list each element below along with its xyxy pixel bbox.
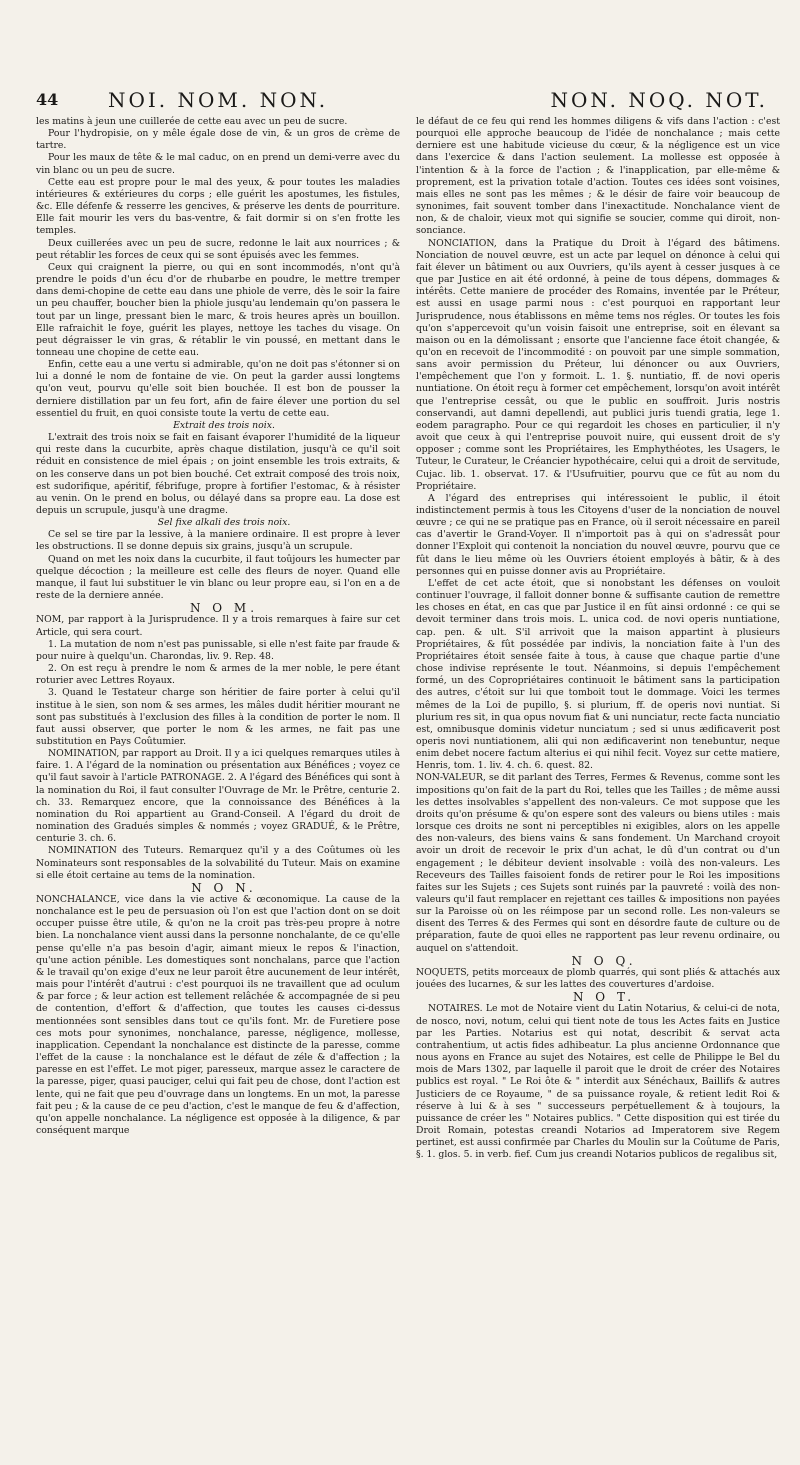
paragraph: 2. On est reçu à prendre le nom & armes de la mer noble, le pere étant roturier avec Lettres Royaux. [36, 663, 400, 687]
paragraph: Cette eau est propre pour le mal des yeux, & pour toutes les maladies intérieures & extérieures du corps ; elle guérit les apostumes, les fistules, &c. Elle défenfe & resserre les gencives, & préserve les dents de pourriture. Elle fait mourir les vers du bas-ventre, & fait dormir si on s'en frotte les temples. [36, 176, 400, 237]
paragraph: Deux cuillerées avec un peu de sucre, redonne le lait aux nourrices ; & peut rétablir les forces de ceux qui se sont épuisés avec les femmes. [36, 237, 400, 261]
section-title: N O M. [189, 601, 259, 616]
paragraph: NOQUETS, petits morceaux de plomb quarrés, qui sont pliés & attachés aux jouées des lucarnes, & sur les lattes des couvertures d'ardoise. [416, 966, 780, 991]
paragraph: 3. Quand le Testateur charge son héritier de faire porter à celui qu'il institue à le sien, son nom & ses armes, les mâles dudit héritier mourant ne sont pas substitués à l'exclusion des filles à la condition de porter le nom. Il faut aussi observer, que porter le nom & les armes, ne fait pas une substitution en Pays Coûtumier. [36, 687, 400, 747]
paragraph: NONCHALANCE, vice dans la vie active & œconomique. La cause de la nonchalance est le peu de persuasion où l'on est que l'action dont on se doit occuper puisse être utile, & qu'on ne la croit pas très-peu propre à notre bien. La nonchalance vient aussi dans la personne nonchalante, de ce qu'elle pense qu'elle n'a pas besoin d'agir, aimant mieux le repos & l'inaction, qu'une action pénible. Les domestiques sont nonchalans, parce que l'action & le travail qu'on exige d'eux ne leur paroit être aucunement de leur intérêt, mais pour l'intérêt d'autrui : c'est pourquoi ils ne travaillent que ad oculum & par force ; & leur action est tellement relâchée & accompagnée de si peu de contention, d'effort & d'affection, que toutes les causes ci-dessus mentionnées sont sensibles dans tout ce qu'ils font. Mr. de Furetiere pose ces mots pour synonimes, nonchalance, paresse, négligence, mollesse, inapplication. Cependant la nonchalance est distincte de la paresse, comme l'effet de la cause : la nonchalance est le défaut de zéle & d'affection ; la paresse en est l'effet. Le mot piger, paresseux, marque assez le caractere de la paresse, piger, quasi pauciger, celui qui fait peu de chose, dont l'action est lente, qui ne fait que peu d'ouvrage dans un longtems. En un mot, la paresse fait peu ; & la cause de ce peu d'action, c'est le manque de feu & d'affection, qu'on appelle nonchalance. La négligence est opposée à la diligence, & par conséquent marque [36, 894, 400, 1136]
paragraph: Ce sel se tire par la lessive, à la maniere ordinaire. Il est propre à lever les obstructions. Il se donne depuis six grains, jusqu'à un scrupule. [36, 529, 400, 553]
paragraph: Pour les maux de tête & le mal caduc, on en prend un demi-verre avec du vin blanc ou un peu de sucre. [36, 152, 400, 176]
right-column [416, 116, 780, 1455]
section-title: N O N. [191, 880, 257, 895]
paragraph: Ceux qui craignent la pierre, ou qui en sont incommodés, n'ont qu'à prendre le poids d'un écu d'or de rhubarbe en poudre, le mettre tremper dans demi-chopine de cette eau dans une phiole de verre, dès le soir la faire un peu chauffer, boucher bien la phiole jusqu'au lendemain qu'on passera le tout par un linge, pressant bien le marc, & trois heures après un bouillon. Elle rafraichit le foye, guérit les playes, nettoye les taches du visage. On peut dégraisser le vin gras, & rétablir le vin poussé, en mettant dans le tonneau une chopine de cette eau. [36, 261, 400, 358]
section-title: N O Q. [571, 953, 637, 968]
paragraph: Pour l'hydropisie, on y mêle égale dose de vin, & un gros de crème de tartre. [36, 128, 400, 152]
paragraph: NOM, par rapport à la Jurisprudence. Il y a trois remarques à faire sur cet Article, qui sera court. [36, 614, 400, 638]
paragraph: A l'égard des entreprises qui intéressoient le public, il étoit indistinctement permis à tous les Citoyens d'user de la nonciation de nouvel œuvre ; ce qui ne se pratique pas en France, où il seroit nécessaire en pareil cas d'avertir le Grand-Voyer. Il n'importoit pas à qui on s'adressât pour donner l'Exploit qui contenoit la nonciation du nouvel œuvre, pourvu que ce fût dans le lieu même où les Ouvriers étoient employés à bâtir, & à des personnes qui en puisse donner avis au Propriétaire. [416, 492, 780, 577]
right-running-head: NON. NOQ. NOT. [550, 88, 768, 112]
page-number: 44 [36, 90, 59, 109]
paragraph: NOMINATION des Tuteurs. Remarquez qu'il y a des Coûtumes où les Nominateurs sont responsables de la solvabilité du Tuteur. Mais on examine si elle étoit certaine au tems de la nomination. [36, 845, 400, 881]
subheading: Sel fixe alkali des trois noix. [157, 517, 291, 529]
paragraph: NOMINATION, par rapport au Droit. Il y a ici quelques remarques utiles à faire. 1. A l'égard de la nomination ou présentation aux Bénéfices ; voyez ce qu'il faut savoir à l'article PATRONAGE. 2. A l'égard des Bénéfices qui sont à la nomination du Roi, il faut consulter l'Ouvrage de Mr. le Prêtre, centurie 2. ch. 33. Remarquez encore, que la connoissance des Bénéfices à la nomination du Roi appartient au Grand-Conseil. A l'égard du droit de nomination des Gradués simples & nommés ; voyez GRADUÉ, & le Prêtre, centurie 3. ch. 6. [36, 748, 400, 845]
section-title: N O T. [572, 990, 636, 1005]
paragraph: 1. La mutation de nom n'est pas punissable, si elle n'est faite par fraude & pour nuire à quelqu'un. Charondas, liv. 9. Rep. 48. [36, 638, 400, 662]
text-columns [36, 116, 780, 1455]
paragraph: les matins à jeun une cuillerée de cette eau avec un peu de sucre. [36, 116, 348, 127]
paragraph: NON-VALEUR, se dit parlant des Terres, Fermes & Revenus, comme sont les impositions qu'on fait de la part du Roi, telles que les Tailles ; de même aussi les dettes insolvables s'appellent des non-valeurs. Ce mot suppose que les droits qu'on présume & qu'on espere sont des valeurs ou biens utiles : mais lorsque ces droits ne sont ni perceptibles ni exigibles, alors on les appelle des non-valeurs, des biens vains & sans fondement. Un Marchand croyoit avoir un droit de recevoir le prix d'un achat, le dû d'un contrat ou d'un engagement ; le débiteur devient insolvable : voilà des non-valeurs. Les Receveurs des Tailles faisoient fonds de retirer pour le Roi les impositions faites sur les Sujets ; ces Sujets sont ruinés par la pauvreté : voilà des non-valeurs qu'il faut remplacer en rejettant ces tailles & impositions non payées sur la Paroisse où on les réimpose par un second rolle. Les non-valeurs se disent des Terres & des Fermes qui sont en désordre faute de culture ou de préparation, faute de quoi elles ne rapportent pas leur revenu ordinaire, ou auquel on s'attendoit. [416, 772, 780, 954]
subheading: Extrait des trois noix. [173, 419, 275, 431]
left-column [36, 116, 400, 1455]
paragraph: L'effet de cet acte étoit, que si nonobstant les défenses on vouloit continuer l'ouvrage, il falloit donner bonne & suffisante caution de remettre les choses en état, en cas que par Justice il en fût ainsi ordonné : ce qui se devoit terminer dans trois mois. L. unica cod. de novi operis nuntiatione, cap. pen. & ult. S'il arrivoit que la maison appartint à plusieurs Propriétaires, & fût possédée par indivis, la nonciation faite à l'un des Propriétaires étoit sensée faite à tous, à cause que chaque partie d'une chose indivise représente le tout. Néanmoins, si depuis l'empêchement formé, un des Copropriétaires continuoit le bâtiment sans la participation des autres, c'étoit sur lui que tomboit tout le dommage. Voici les termes mêmes de la Loi de pupillo, §. si plurium, ff. de operis novi nuntiat. Si plurium res sit, in qua opus novum fiat & uni nunciatur, recte facta nunciatio est, omnibusque dominis videtur nunciatum ; sed si unus ædificaverit post operis novi nuntiationem, alii qui non ædificaverint non tenebuntur, neque enim debet nocere factum alterius ei qui nihil fecit. Voyez sur cette matiere, Henris, tom. 1. liv. 4. ch. 6. quest. 82. [416, 577, 780, 772]
running-header [36, 88, 780, 110]
paragraph: NOTAIRES. Le mot de Notaire vient du Latin Notarius, & celui-ci de nota, de nosco, novi, notum, celui qui tient note de tous les Actes faits en Justice par les Parties. Notarius est qui notat, describit & servat acta contrahentium, ut actis fides adhibeatur. La plus ancienne Ordonnance que nous ayons en France au sujet des Notaires, est celle de Philippe le Bel du mois de Mars 1302, par laquelle il paroit que le droit de créer des Notaires publics est royal. " Le Roi ôte & " interdit aux Sénéchaux, Baillifs & autres Justiciers de ce Royaume, " de sa puissance royale, & retient ledit Roi & réserve à lui & à ses " successeurs perpétuellement & à toujours, la puissance de créer les " Notaires publics. " Cette disposition qui est tirée du Droit Romain, potestas creandi Notarios ad Imperatorem sive Regem pertinet, est aussi confirmée par Charles du Moulin sur la Coûtume de Paris, §. 1. glos. 5. in verb. fief. Cum jus creandi Notarios publicos de regalibus sit, [416, 1003, 780, 1161]
paragraph: Quand on met les noix dans la cucurbite, il faut toûjours les humecter par quelque décoction ; la meilleure est celle des fleurs de noyer. Quand elle manque, il faut lui substituer le vin blanc ou leur propre eau, si l'on en a de reste de la derniere année. [36, 553, 400, 602]
paragraph: L'extrait des trois noix se fait en faisant évaporer l'humidité de la liqueur qui reste dans la cucurbite, après chaque distilation, jusqu'à ce qu'il soit réduit en consistence de miel épais ; on joint ensemble les trois extraits, & on les conserve dans un pot bien bouché. Cet extrait composé des trois noix, est sudorifique, apéritif, fébrifuge, propre à fortifier l'estomac, & à résister au venin. On le prend en bolus, ou délayé dans sa propre eau. La dose est depuis un scrupule, jusqu'à une dragme. [36, 432, 400, 516]
paragraph: NONCIATION, dans la Pratique du Droit à l'égard des bâtimens. Nonciation de nouvel œuvre, est un acte par lequel on dénonce à celui qui fait élever un bâtiment ou aux Ouvriers, qu'ils ayent à cesser jusques à ce que par Justice en ait été ordonné, à peine de tous dépens, dommages & intérêts. Cette maniere de procéder des Romains, inventée par le Préteur, est aussi en usage parmi nous : c'est pourquoi en rapportant leur Jurisprudence, nous établissons en même tems nos régles. Or toutes les fois qu'on s'appercevoit qu'un voisin faisoit une entreprise, soit en élevant sa maison ou en la démolissant ; ensorte que l'ancienne face étoit changée, & qu'on en recevoit de l'incommodité : on pouvoit par une simple sommation, sans avoir permission du Préteur, lui dénoncer ou aux Ouvriers, l'empêchement que l'on y formoit. L. 1. §. nuntiatio, ff. de novi operis nuntiatione. On étoit reçu à former cet empêchement, lorsqu'on avoit intérêt que l'entreprise cessât, ou que le public en souffroit. Juris nostris conservandi, aut damni depellendi, aut publici juris tuendi gratia, lege 1. eodem paragrapho. Pour ce qui regardoit les choses en particulier, il n'y avoit que ceux à qui l'entreprise pouvoit nuire, qui eussent droit de s'y opposer ; comme sont les Propriétaires, les Emphythéotes, les Usagers, le Tuteur, le Curateur, le Créancier hypothécaire, celui qui a droit de servitude, Cujac. lib. 1. observat. 17. & l'Usufruitier, pourvu que ce fût au nom du Propriétaire. [416, 237, 780, 492]
left-running-head: NOI. NOM. NON. [108, 88, 329, 112]
paragraph: le défaut de ce feu qui rend les hommes diligens & vifs dans l'action : c'est pourquoi elle approche beaucoup de l'idée de nonchalance ; mais cette derniere est une habitude vicieuse du cœur, & la négligence est un vice dans l'exercice & dans l'action seulement. La mollesse est opposée à l'intention & à la force de l'action ; & l'inapplication, par elle-même & proprement, est la privation totale d'action. Toutes ces idées sont voisines, mais elles ne sont pas les mêmes ; & le désir de faire voir beaucoup de synonimes, fait souvent tomber dans l'inexactitude. Nonchalance vient de non, & de chaloir, vieux mot qui signifie se soucier, comme qui diroit, non-sonciance. [416, 116, 780, 237]
paragraph: Enfin, cette eau a une vertu si admirable, qu'on ne doit pas s'étonner si on lui a donné le nom de fontaine de vie. On peut la garder aussi longtems qu'on veut, pourvu qu'elle soit bien bouchée. Il est bon de pousser la derniere distillation par un feu fort, afin de faire élever une portion du sel essentiel du fruit, en quoi consiste toute la vertu de cette eau. [36, 359, 400, 419]
